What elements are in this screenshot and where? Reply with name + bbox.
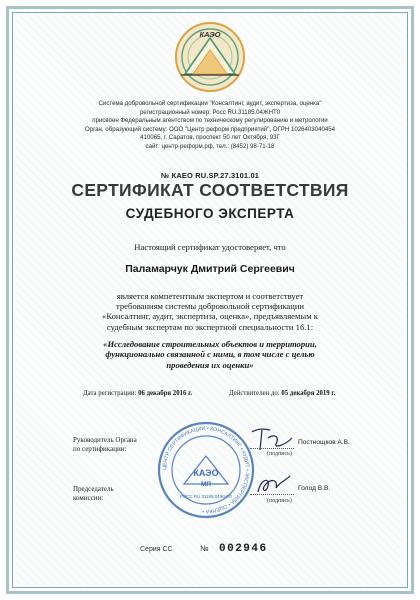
org-line: регистрационный номер: Росс RU.31185.04ЖНТ0 [139,108,281,116]
seal-ring-text: ЦЕНТР СЕРТИФИКАЦИИ • КОНСАЛТИНГ • АУДИТ • ЭКСПЕРТИЗА • ОЦЕНКА • [161,425,251,515]
specialty-text [30,339,390,370]
holder-name: Паламарчук Дмитрий Сергеевич [125,263,295,275]
logo-text: КАЭО [199,30,221,39]
body-line: судебным экспертам по экспертной специальности 16.1: [106,321,314,332]
head-signature-caption: (подпись) [267,451,292,457]
body-line: является компетентным экспертом и соответствует [116,291,304,301]
org-line: сайт: центр-реформ.рф, тел.: (8452) 98-71-18 [145,142,275,150]
number-label: № [200,544,209,553]
chair-signature [250,470,296,500]
org-line: Система добровольной сертификации "Консалтинг, аудит, экспертиза, оценка" [98,100,322,107]
valid-until-label: Действителен до: [229,390,280,397]
org-line: 410065, г. Саратов, проспект 50 лет Октября, 93Г [140,134,280,142]
specialty-line: функционально связанной с ними, в том числе с целью [105,349,315,360]
registration-date-label: Дата регистрации: [83,390,137,397]
chair-label-line1: Председатель [73,485,114,493]
specialty-line: проведения их оценки» [166,359,254,370]
registration-date-value: 06 декабря 2016 г. [138,390,193,397]
official-seal [156,420,256,520]
chair-name: Голод В.В. [298,485,331,492]
chair-signature-caption: (подпись) [267,498,292,504]
body-text [30,291,390,332]
certificate-title: СЕРТИФИКАТ СООТВЕТСТВИЯ [71,180,349,200]
org-line: Орган, образующий систему: ООО "Центр реформ предприятий", ОГРН 1026403040454 [84,125,336,133]
head-label [73,436,137,454]
specialty-line: «Исследование строительных объектов и территории, [103,339,317,349]
seal-bottom-text: РОСС RU.31185.04ЖНТ0 [180,494,232,499]
head-label-line2: по сертификации: [73,445,127,453]
head-signature-line [250,448,294,449]
intro-text: Настоящий сертификат удостоверяет, что [134,242,286,252]
org-info [30,100,390,152]
org-line: присвоен Федеральным агентством по техническому регулированию и метрологии [92,117,328,125]
chair-signature-line [250,494,294,495]
head-name: Постнощков А.В. [298,439,350,446]
body-line: «Консалтинг, аудит, экспертиза, оценка», предъявляемым к [102,311,318,322]
head-signature [246,424,298,454]
registration-number: № КАЕО RU.SP.27.3101.01 [160,171,260,180]
certificate-subtitle: СУДЕБНОГО ЭКСПЕРТА [125,206,295,221]
body-line: требованиям системы добровольной сертификации [115,301,305,312]
valid-until-date [229,390,335,397]
valid-until-value: 05 декабря 2019 г. [281,390,336,397]
serial-number: 002946 [219,543,268,555]
registration-date [83,390,192,397]
kaeo-logo [173,20,247,94]
head-label-line1: Руководитель Органа [73,436,137,444]
seal-center-sub: МП [200,481,212,488]
chair-label-line2: комиссии: [73,494,104,502]
series-label: Серия СС [140,546,173,553]
chair-label [73,485,114,503]
seal-center-text: КАЭО [193,468,219,478]
